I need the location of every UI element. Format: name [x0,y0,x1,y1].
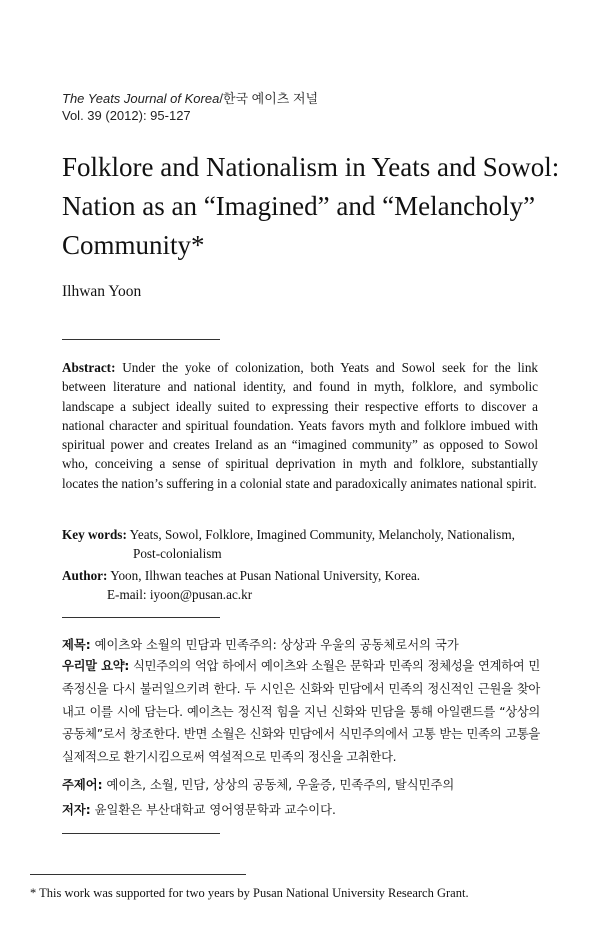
korean-author [62,801,540,820]
author-name: Ilhwan Yoon [62,283,142,300]
journal-name-korean: /한국 예이츠 저널 [219,91,319,106]
korean-summary [62,655,540,769]
korean-title-text: 예이츠와 소월의 민담과 민족주의: 상상과 우울의 공동체로서의 국가 [94,638,459,652]
keywords-line-1: Yeats, Sowol, Folklore, Imagined Community, Melancholy, Nationalism, [129,527,515,542]
divider [62,339,220,340]
divider [62,833,220,834]
abstract-label: Abstract: [62,360,116,375]
author-email: E-mail: iyoon@pusan.ac.kr [107,587,253,603]
korean-keywords-label: 주제어: [62,778,103,792]
journal-header [62,91,318,107]
volume-line: Vol. 39 (2012): 95-127 [62,108,191,123]
korean-summary-text: 식민주의의 억압 하에서 예이츠와 소월은 문학과 민족의 정체성을 연계하여 민족정신을 다시 불러일으키려 한다. 두 시인은 신화와 민담에서 민족의 정신적인 근원을 찾아내고 이를 시에 담는다. 예이츠는 정신적 힘을 지닌 신화와 민담을 통해 아일랜드를 “상상의 공동체”로서 창조한다. 반면 소월은 신화와 민담에서 식민주의에서 고통 받는 민족의 고통을 실제적으로 환기시킴으로써 역설적으로 민족의 정신을 고취한다. [62,659,540,765]
abstract-text: Under the yoke of colonization, both Yeats and Sowol seek for the link between literature and national identity, and found in myth, folklore, and symbolic landscape a subject ideally suited to expressing their respective efforts to discover a national character and spiritual foundation. Yeats favors myth and folklore imbued with spiritual power and creates Ireland as an “imagined community” as opposed to Sowol who, conceiving a sense of spiritual deprivation in myth and folklore, substantially locates the nation’s suffering in a colonial state and paradoxically animates national spirit. [62,360,539,491]
footnote: * This work was supported for two years by Pusan National University Research Grant. [30,886,469,900]
title-line: Nation as an “Imagined” and “Melancholy” [62,191,536,221]
author-info [62,566,542,605]
korean-keywords-text: 예이츠, 소월, 민담, 상상의 공동체, 우울증, 민족주의, 탈식민주의 [106,778,455,792]
author-info-label: Author: [62,568,108,583]
title-line: Community* [62,230,205,260]
korean-author-label: 저자: [62,803,91,817]
keywords-line-2: Post-colonialism [133,546,222,562]
korean-keywords [62,776,540,795]
keywords-label: Key words: [62,527,127,542]
title-line: Folklore and Nationalism in Yeats and Sowol: [62,152,560,182]
author-affiliation: Yoon, Ilhwan teaches at Pusan National University, Korea. [110,568,421,583]
korean-title [62,636,540,655]
korean-title-label: 제목: [62,638,91,652]
abstract [62,358,538,493]
korean-author-text: 윤일환은 부산대학교 영어영문학과 교수이다. [94,803,336,817]
divider [62,617,220,618]
korean-summary-label: 우리말 요약: [62,659,129,673]
footnote-rule [30,874,246,875]
article-title [62,148,562,265]
journal-name: The Yeats Journal of Korea [62,91,220,106]
keywords [62,525,542,564]
